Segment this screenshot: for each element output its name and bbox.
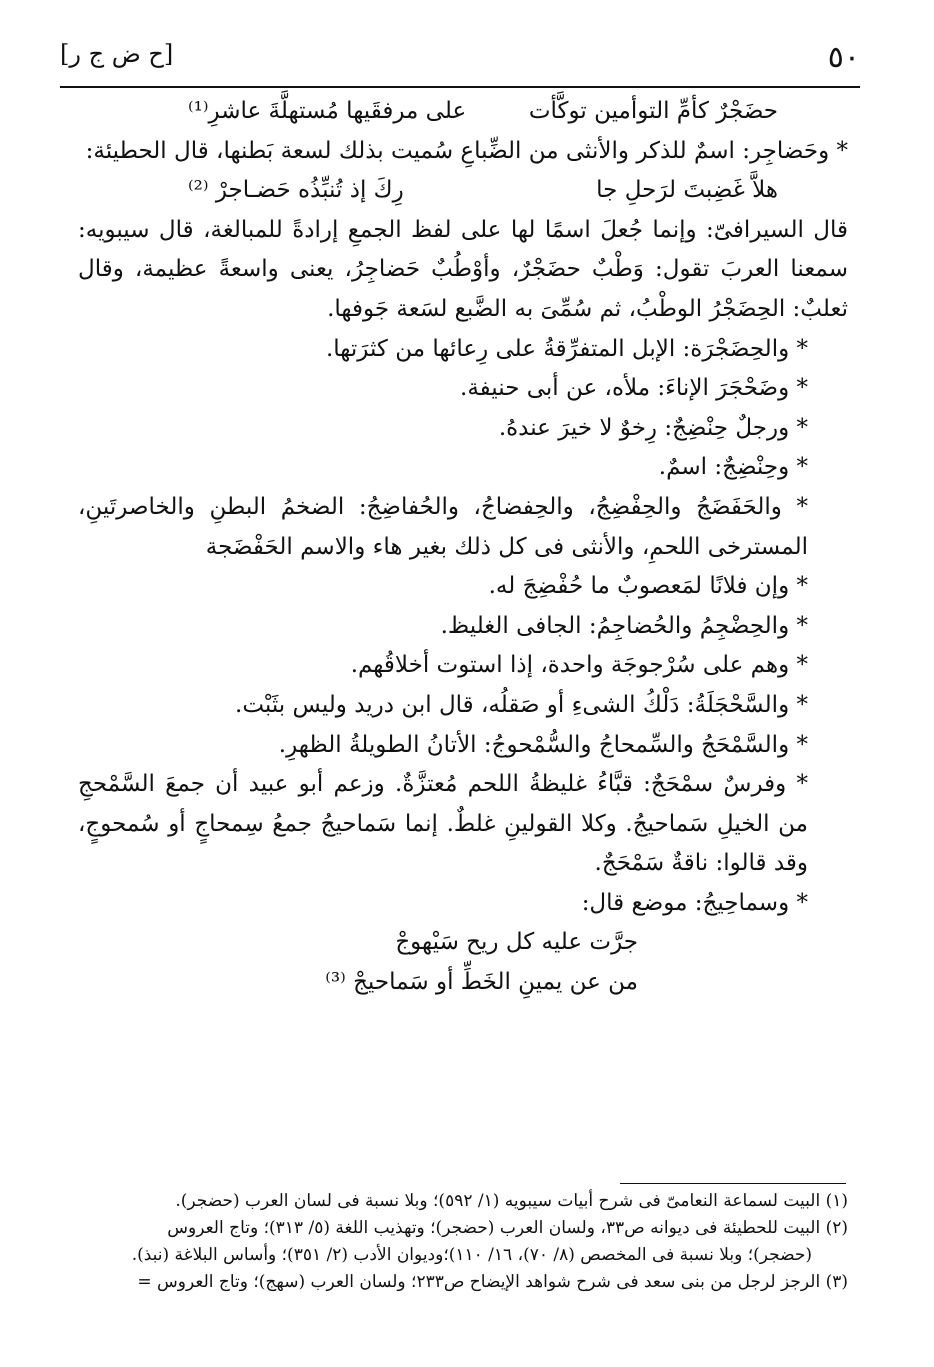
verse-hemistich: حضَجْرٌ كأمِّ التوأمين توكَّأت (528, 98, 778, 124)
entry: * والحَفَضَجُ والحِفْضِجُ، والحِفضاجُ، والحُفاضِجُ: الضخمُ البطنِ والخاصرتَينِ، المسترخى اللحمِ، والأنثى فى كل ذلك بغير هاء والاسم الحَفْضَجة (78, 493, 808, 560)
entry: * والحِضْجِمُ والحُضاجِمُ: الجافى الغليظ. (440, 612, 808, 639)
footnote-separator (620, 1183, 846, 1184)
page-number: ٥٠ (827, 40, 860, 75)
footnote-1: (١) البيت لسماعة النعامىّ فى شرح أبيات سيبويه (١/ ٥٩٢)؛ وبلا نسبة فى لسان العرب (حضجر). (175, 1191, 848, 1211)
entry: * وهم على سُرْجوجَة واحدة، إذا استوت أخلاقُهم. (350, 652, 808, 679)
entry: * وحِنْضِجٌ: اسمٌ. (658, 454, 808, 481)
running-head: [ح ض ج ر] (60, 40, 174, 68)
entry: * ورجلٌ حِنْضِجٌ: رِخوٌ لا خيرَ عندهُ. (498, 414, 808, 441)
main-text (78, 92, 848, 1003)
footnote-3: (٣) الرجز لرجل من بنى سعد فى شرح شواهد الإيضاح ص٢٣٣؛ ولسان العرب (سهج)؛ وتاج العروس = (137, 1272, 848, 1292)
entry-hadajir: * وحَضاجِر: اسمٌ للذكر والأنثى من الضِّباعِ سُميت بذلك لسعة بَطنها، قال الحطيئة: (85, 137, 848, 164)
footnote-2: (٢) البيت للحطيئة فى ديوانه ص٣٣، ولسان العرب (حضجر)؛ وتهذيب اللغة (٥/ ٣١٣)؛ وتاج العروس (167, 1218, 848, 1238)
entry: * وسماحِيجُ: موضع قال: (581, 889, 808, 916)
verse-line-1 (78, 92, 848, 132)
footnote-2-continued: (حضجر)؛ وبلا نسبة فى المخصص (٨/ ٧٠)، ١٦/ ١١٠)؛وديوان الأدب (٢/ ٣٥١)؛ وأساس البلاغة (نبذ). (131, 1245, 812, 1265)
verse-hemistich: هلاَّ غَضِبتَ لرَحلِ جا (596, 177, 778, 204)
verse-hemistich: على مرفقَيها مُستهلَّةَ عاشرِ⁽¹⁾ (188, 98, 467, 124)
rajaz-line-2: من عن يمينِ الخَطِّ أو سَماحيجْ ⁽³⁾ (325, 969, 638, 996)
verse-line-2 (78, 171, 848, 211)
entry: * وضَحْجَرَ الإناءَ: ملأه، عن أبى حنيفة. (460, 375, 808, 402)
entry: * وإن فلانًا لمَعصوبٌ ما حُفْضِجَ له. (488, 573, 808, 600)
entry: * والسَّمْحَجُ والسِّمحاجُ والسُّمْحوجُ: الأتانُ الطويلةُ الظهرِ. (278, 731, 808, 758)
rajaz-line-1: جرَّت عليه كل ريح سَيْهوجْ (395, 929, 638, 956)
entry: * وفرسٌ سمْحَجٌ: قبَّاءُ غليظةُ اللحم مُعتزَّةٌ. وزعم أبو عبيد أن جمعَ السَّمْحجِ من الخيلِ سَماحيجُ. وكلا القولينِ غلطٌ. إنما سَماحيجُ جمعُ سِمحاجٍ أو سُمحوجٍ، وقد قالوا: ناقةٌ سَمْحَجٌ. (78, 771, 808, 877)
footnotes (78, 1188, 848, 1296)
entry: * والسَّحْجَلَةُ: دَلْكُ الشىءِ أو صَقلُه، قال ابن دريد وليس بثَبْت. (235, 691, 808, 718)
entry: * والحِضَجْرَة: الإبل المتفرِّقةُ على رِعائها من كثرَتها. (325, 335, 808, 362)
page-header (60, 30, 860, 88)
verse-hemistich: رِكَ إذ تُنبِّذُه حَضـاجرْ ⁽²⁾ (188, 177, 404, 204)
sirafi-paragraph: قال السيرافىّ: وإنما جُعلَ اسمًا لها على لفظ الجمعِ إرادةً للمبالغة، قال سيبويه: سمعنا العربَ تقول: وَطْبٌ حضَجْرٌ، وأوْطُبٌ حَضاجِرُ، يعنى واسعةً عظيمة، وقال ثعلبٌ: الحِضَجْرُ الوطْبُ، ثم سُمِّىَ به الضَّبع لسَعة جَوفها. (78, 216, 848, 322)
